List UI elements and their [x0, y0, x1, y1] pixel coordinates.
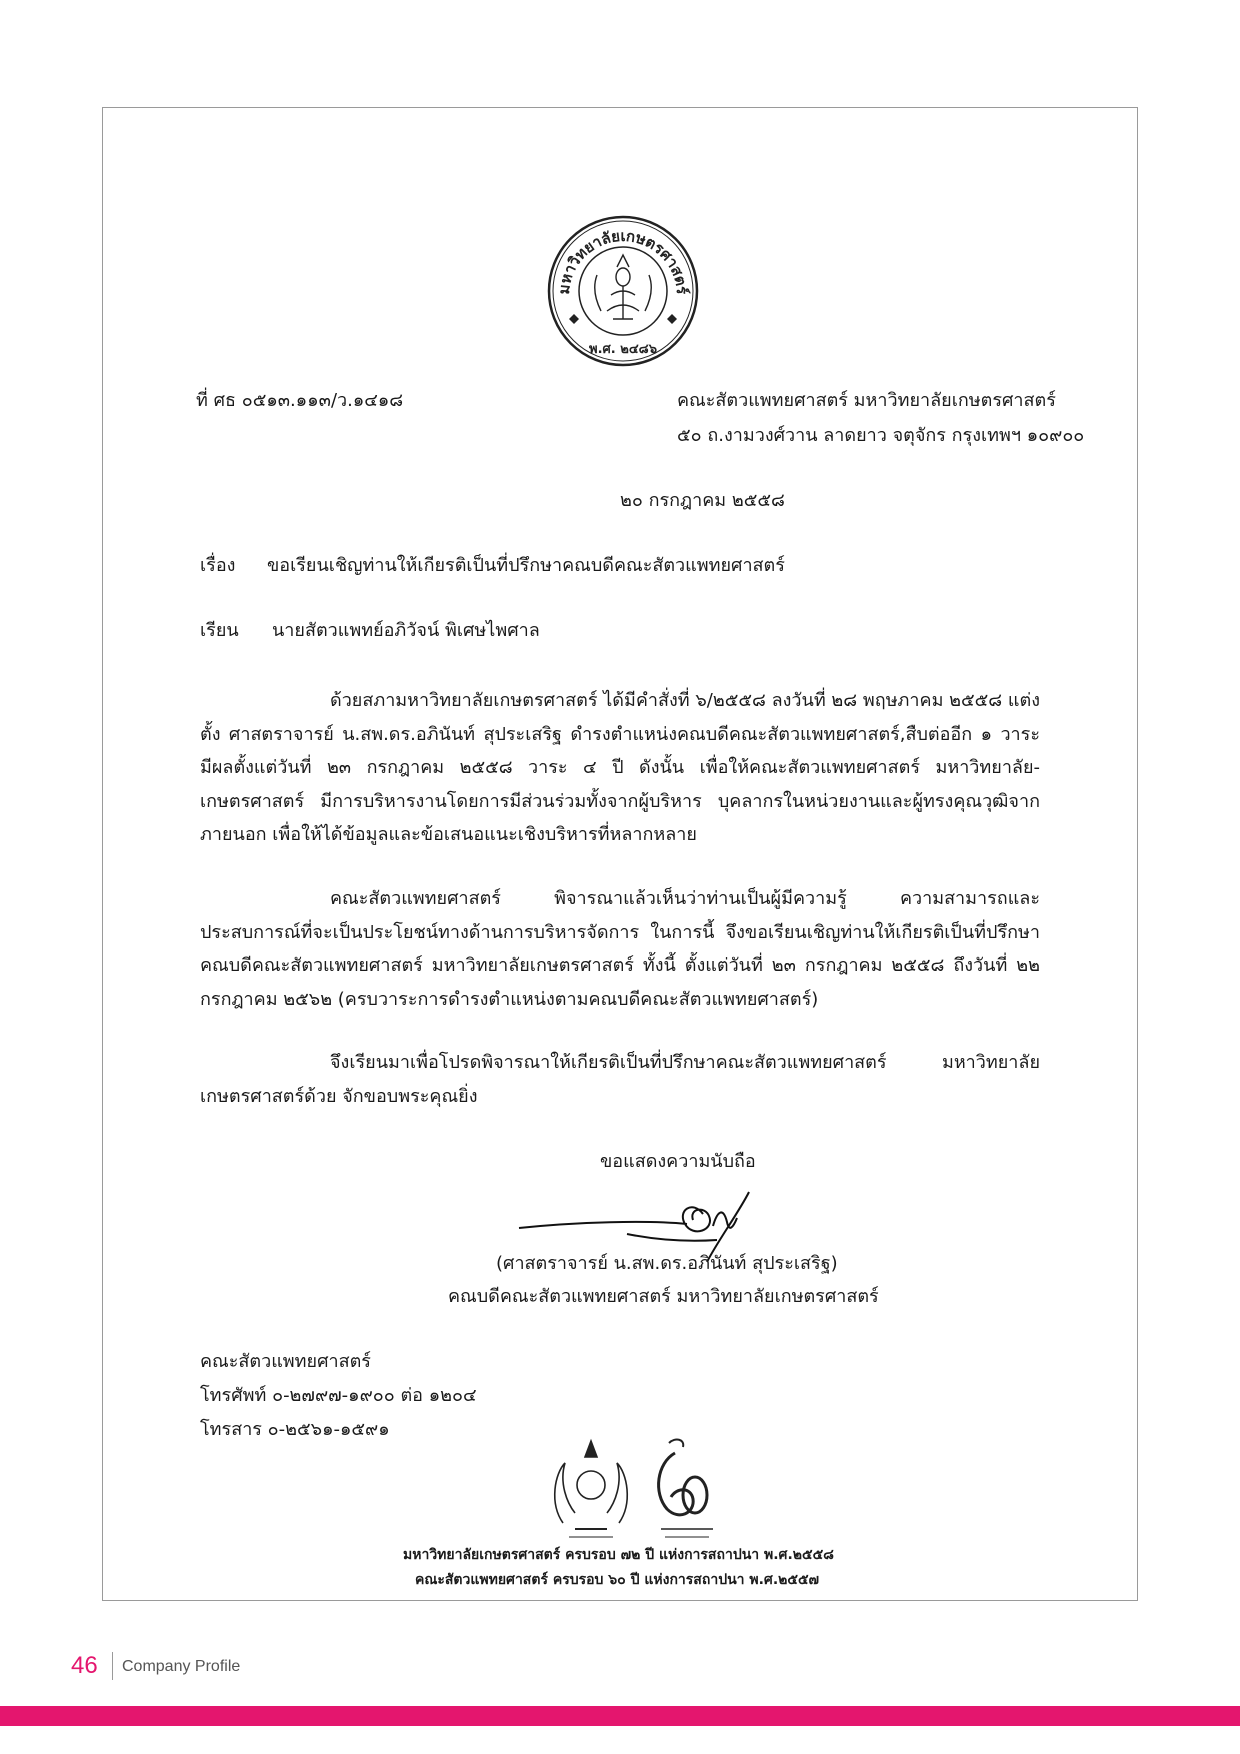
recipient-name: นายสัตวแพทย์อภิวัจน์ พิเศษไพศาล — [272, 620, 540, 641]
signer-name: (ศาสตราจารย์ น.สพ.ดร.อภินันท์ สุประเสริฐ) — [496, 1253, 838, 1274]
page-label: Company Profile — [122, 1658, 241, 1675]
contact-organization: คณะสัตวแพทยศาสตร์ — [200, 1351, 371, 1372]
subject-text: ขอเรียนเชิญท่านให้เกียรติเป็นที่ปรึกษาคณบดีคณะสัตวแพทยศาสตร์ — [267, 555, 785, 576]
anniversary-logos — [545, 1433, 720, 1543]
sender-address: ๕๐ ถ.งามวงศ์วาน ลาดยาว จตุจักร กรุงเทพฯ ๑๐๙๐๐ — [677, 425, 1085, 446]
body-paragraph-3: จึงเรียนมาเพื่อโปรดพิจารณาให้เกียรติเป็นที่ปรึกษาคณะสัตวแพทยศาสตร์ มหาวิทยาลัยเกษตรศาสตร์ด้วย จักขอบพระคุณยิ่ง — [200, 1052, 1040, 1107]
reference-number: ที่ ศธ ๐๕๑๓.๑๑๓/ว.๑๔๑๘ — [196, 390, 404, 411]
accent-bar — [0, 1706, 1240, 1726]
subject-label: เรื่อง — [200, 555, 236, 576]
60-years-logo — [659, 1440, 713, 1537]
footer-line-2: คณะสัตวแพทยศาสตร์ ครบรอบ ๖๐ ปี แห่งการสถาปนา พ.ศ.๒๕๕๗ — [415, 1572, 820, 1588]
page-separator — [112, 1652, 113, 1680]
recipient-label: เรียน — [200, 620, 239, 641]
72-years-logo — [555, 1441, 627, 1537]
body-paragraph-2: คณะสัตวแพทยศาสตร์ พิจารณาแล้วเห็นว่าท่านเป็นผู้มีความรู้ ความสามารถและประสบการณ์ที่จะเป็นประโยชน์ทางด้านการบริหารจัดการ ในการนี้ จึงขอเรียนเชิญท่านให้เกียรติเป็นที่ปรึกษาคณบดีคณะสัตวแพทยศาสตร์ มหาวิทยาลัยเกษตรศาสตร์ ทั้งนี้ ตั้งแต่วันที่ ๒๓ กรกฎาคม ๒๕๕๘ ถึงวันที่ ๒๒ กรกฎาคม ๒๕๖๒ (ครบวาระการดำรงตำแหน่งตามคณบดีคณะสัตวแพทยศาสตร์) — [200, 888, 1040, 1010]
seal-arc-text: มหาวิทยาลัยเกษตรศาสตร์ — [554, 226, 692, 296]
contact-phone: โทรศัพท์ ๐-๒๗๙๗-๑๙๐๐ ต่อ ๑๒๐๔ — [200, 1385, 477, 1406]
university-seal-logo — [547, 215, 699, 367]
contact-fax: โทรสาร ๐-๒๕๖๑-๑๕๙๑ — [200, 1419, 390, 1440]
body-paragraph-1: ด้วยสภามหาวิทยาลัยเกษตรศาสตร์ ได้มีคำสั่งที่ ๖/๒๕๕๘ ลงวันที่ ๒๘ พฤษภาคม ๒๕๕๘ แต่งตั้ง ศาสตราจารย์ น.สพ.ดร.อภินันท์ สุประเสริฐ ดำรงตำแหน่งคณบดีคณะสัตวแพทยศาสตร์,สืบต่ออีก ๑ วาระ มีผลตั้งแต่วันที่ ๒๓ กรกฎาคม ๒๕๕๘ วาระ ๔ ปี ดังนั้น เพื่อให้คณะสัตวแพทยศาสตร์ มหาวิทยาลัย-เกษตรศาสตร์ มีการบริหารงานโดยการมีส่วนร่วมทั้งจากผู้บริหาร บุคลากรในหน่วยงานและผู้ทรงคุณวุฒิจากภายนอก เพื่อให้ได้ข้อมูลและข้อเสนอแนะเชิงบริหารที่หลากหลาย — [200, 690, 1040, 845]
footer-line-1: มหาวิทยาลัยเกษตรศาสตร์ ครบรอบ ๗๒ ปี แห่งการสถาปนา พ.ศ.๒๕๕๘ — [403, 1547, 834, 1563]
letter-date: ๒๐ กรกฎาคม ๒๕๕๘ — [620, 490, 785, 511]
signer-title: คณบดีคณะสัตวแพทยศาสตร์ มหาวิทยาลัยเกษตรศาสตร์ — [448, 1286, 879, 1307]
closing-text: ขอแสดงความนับถือ — [600, 1151, 756, 1172]
sender-organization: คณะสัตวแพทยศาสตร์ มหาวิทยาลัยเกษตรศาสตร์ — [677, 390, 1056, 411]
page-number: 46 — [71, 1652, 98, 1679]
seal-year: พ.ศ. ๒๔๘๖ — [589, 342, 657, 357]
